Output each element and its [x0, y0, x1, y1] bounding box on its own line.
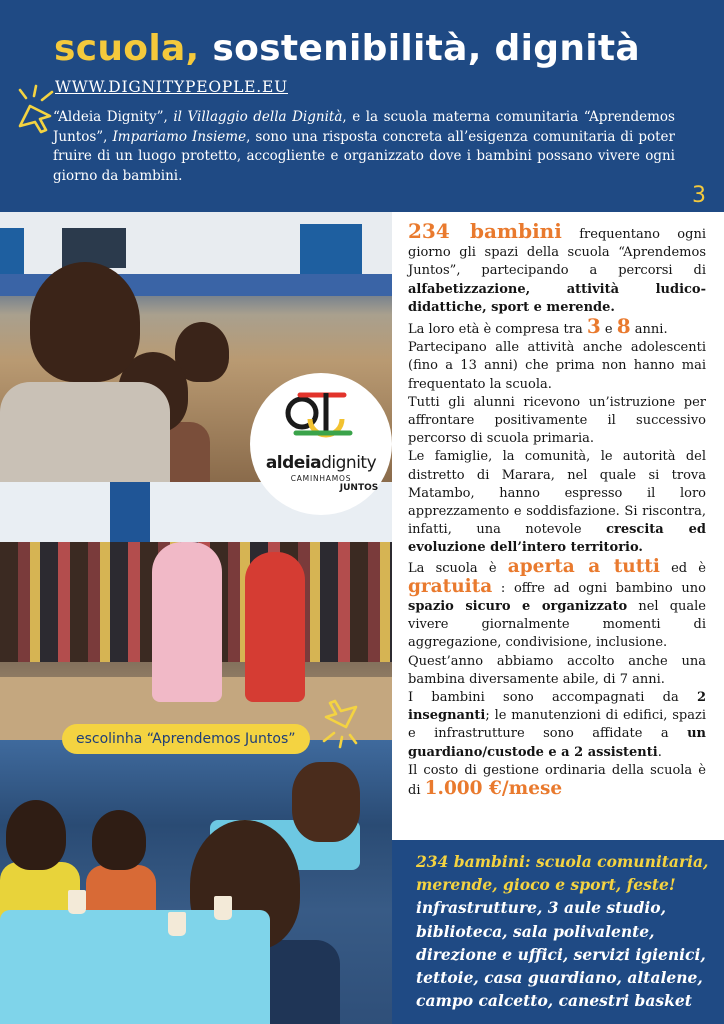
article-paragraph: Partecipano alle attività anche adolescenti (fino a 13 anni) che prima non hanno mai frequentato la scuola. [408, 340, 706, 392]
aldeia-dignity-logo [250, 373, 392, 515]
intro-text-3: , sono una risposta concreta all’esigenza comunitaria di poter fruire di un luogo protetto, accogliente e organizzato dove i bambini possano vivere ogni giorno da bambini. [53, 128, 675, 184]
intro-text-1: “Aldeia Dignity”, [53, 109, 174, 125]
summary-box [392, 840, 724, 1024]
article-paragraph: La scuola è aperta a tutti ed è gratuita : offre ad ogni bambino uno spazio sicuro e organizzato nel quale vivere giornalmente momenti di aggregazione, condivisione, inclusione. [408, 555, 706, 651]
summary-text [416, 850, 720, 1012]
intro-italic-1: il Villaggio della Dignità [173, 109, 343, 125]
article-paragraph: Quest’anno abbiamo accolto anche una bambina diversamente abile, di 7 anni. [408, 653, 706, 687]
article-paragraph: Tutti gli alunni ricevono un’istruzione per affrontare positivamente il successivo percorso di scuola primaria. [408, 394, 706, 447]
article-paragraph: La loro età è compresa tra 3 e 8 anni. [408, 314, 668, 339]
intro-paragraph [53, 108, 675, 186]
article-paragraph: Le famiglie, la comunità, le autorità del distretto di Marara, nel quale si trova Matambo, hanno espresso il loro apprezzamento e soddisfazione. Si riscontra, infatti, una notevole crescita ed evoluzione dell’intero territorio. [408, 449, 706, 556]
summary-headline: 234 bambini: scuola comunitaria, merende, gioco e sport, feste! [416, 852, 709, 895]
article-paragraph: Il costo di gestione ordinaria della scuola è di 1.000 €/mese [408, 762, 706, 800]
page-title [54, 28, 640, 69]
intro-text-2: , e la scuola materna comunitaria “Aprendemos Juntos”, [53, 109, 675, 145]
title-rest: sostenibilità, dignità [199, 28, 641, 69]
highlight-open: aperta a tutti [507, 555, 660, 577]
logo-name: aldeiadignity [265, 453, 377, 473]
title-highlight: scuola, [54, 28, 200, 69]
article-body [408, 219, 706, 800]
logo-mark-icon [250, 373, 392, 453]
highlight-children-count: 234 bambini [408, 219, 562, 243]
logo-tagline-2: JUNTOS [339, 483, 379, 493]
age-max: 8 [616, 314, 631, 339]
age-min: 3 [586, 314, 601, 339]
article-paragraph: 234 bambini frequentano ogni giorno gli spazi della scuola “Aprendemos Juntos”, partecipando a percorsi di alfabetizzazione, attività ludico-didattiche, sport e merende. [408, 219, 706, 315]
page-number: 3 [692, 183, 706, 208]
article-paragraph: I bambini sono accompagnati da 2 insegnanti; le manutenzioni di edifici, spazi e infrastrutture sono affidate a un guardiano/custode e a 2 assistenti. [408, 690, 706, 760]
intro-italic-2: Impariamo Insieme [112, 128, 247, 145]
highlight-cost: 1.000 €/mese [424, 778, 563, 800]
photo-children-tables [0, 740, 392, 1024]
summary-list: infrastrutture, 3 aule studio, biblioteca, sala polivalente, direzione e uffici, servizi igienici, tettoie, casa guardiano, altalene, campo calcetto, canestri basket [416, 898, 706, 1011]
header [0, 0, 724, 212]
website-link[interactable]: WWW.DIGNITYPEOPLE.EU [55, 78, 288, 96]
photo-caption: escolinha “Aprendemos Juntos” [62, 724, 310, 754]
logo-tagline-1: CAMINHAMOS [290, 474, 352, 483]
article-panel [392, 212, 724, 840]
highlight-free: gratuita [408, 575, 493, 597]
cursor-click-icon [318, 697, 368, 752]
cursor-click-icon [8, 82, 58, 136]
